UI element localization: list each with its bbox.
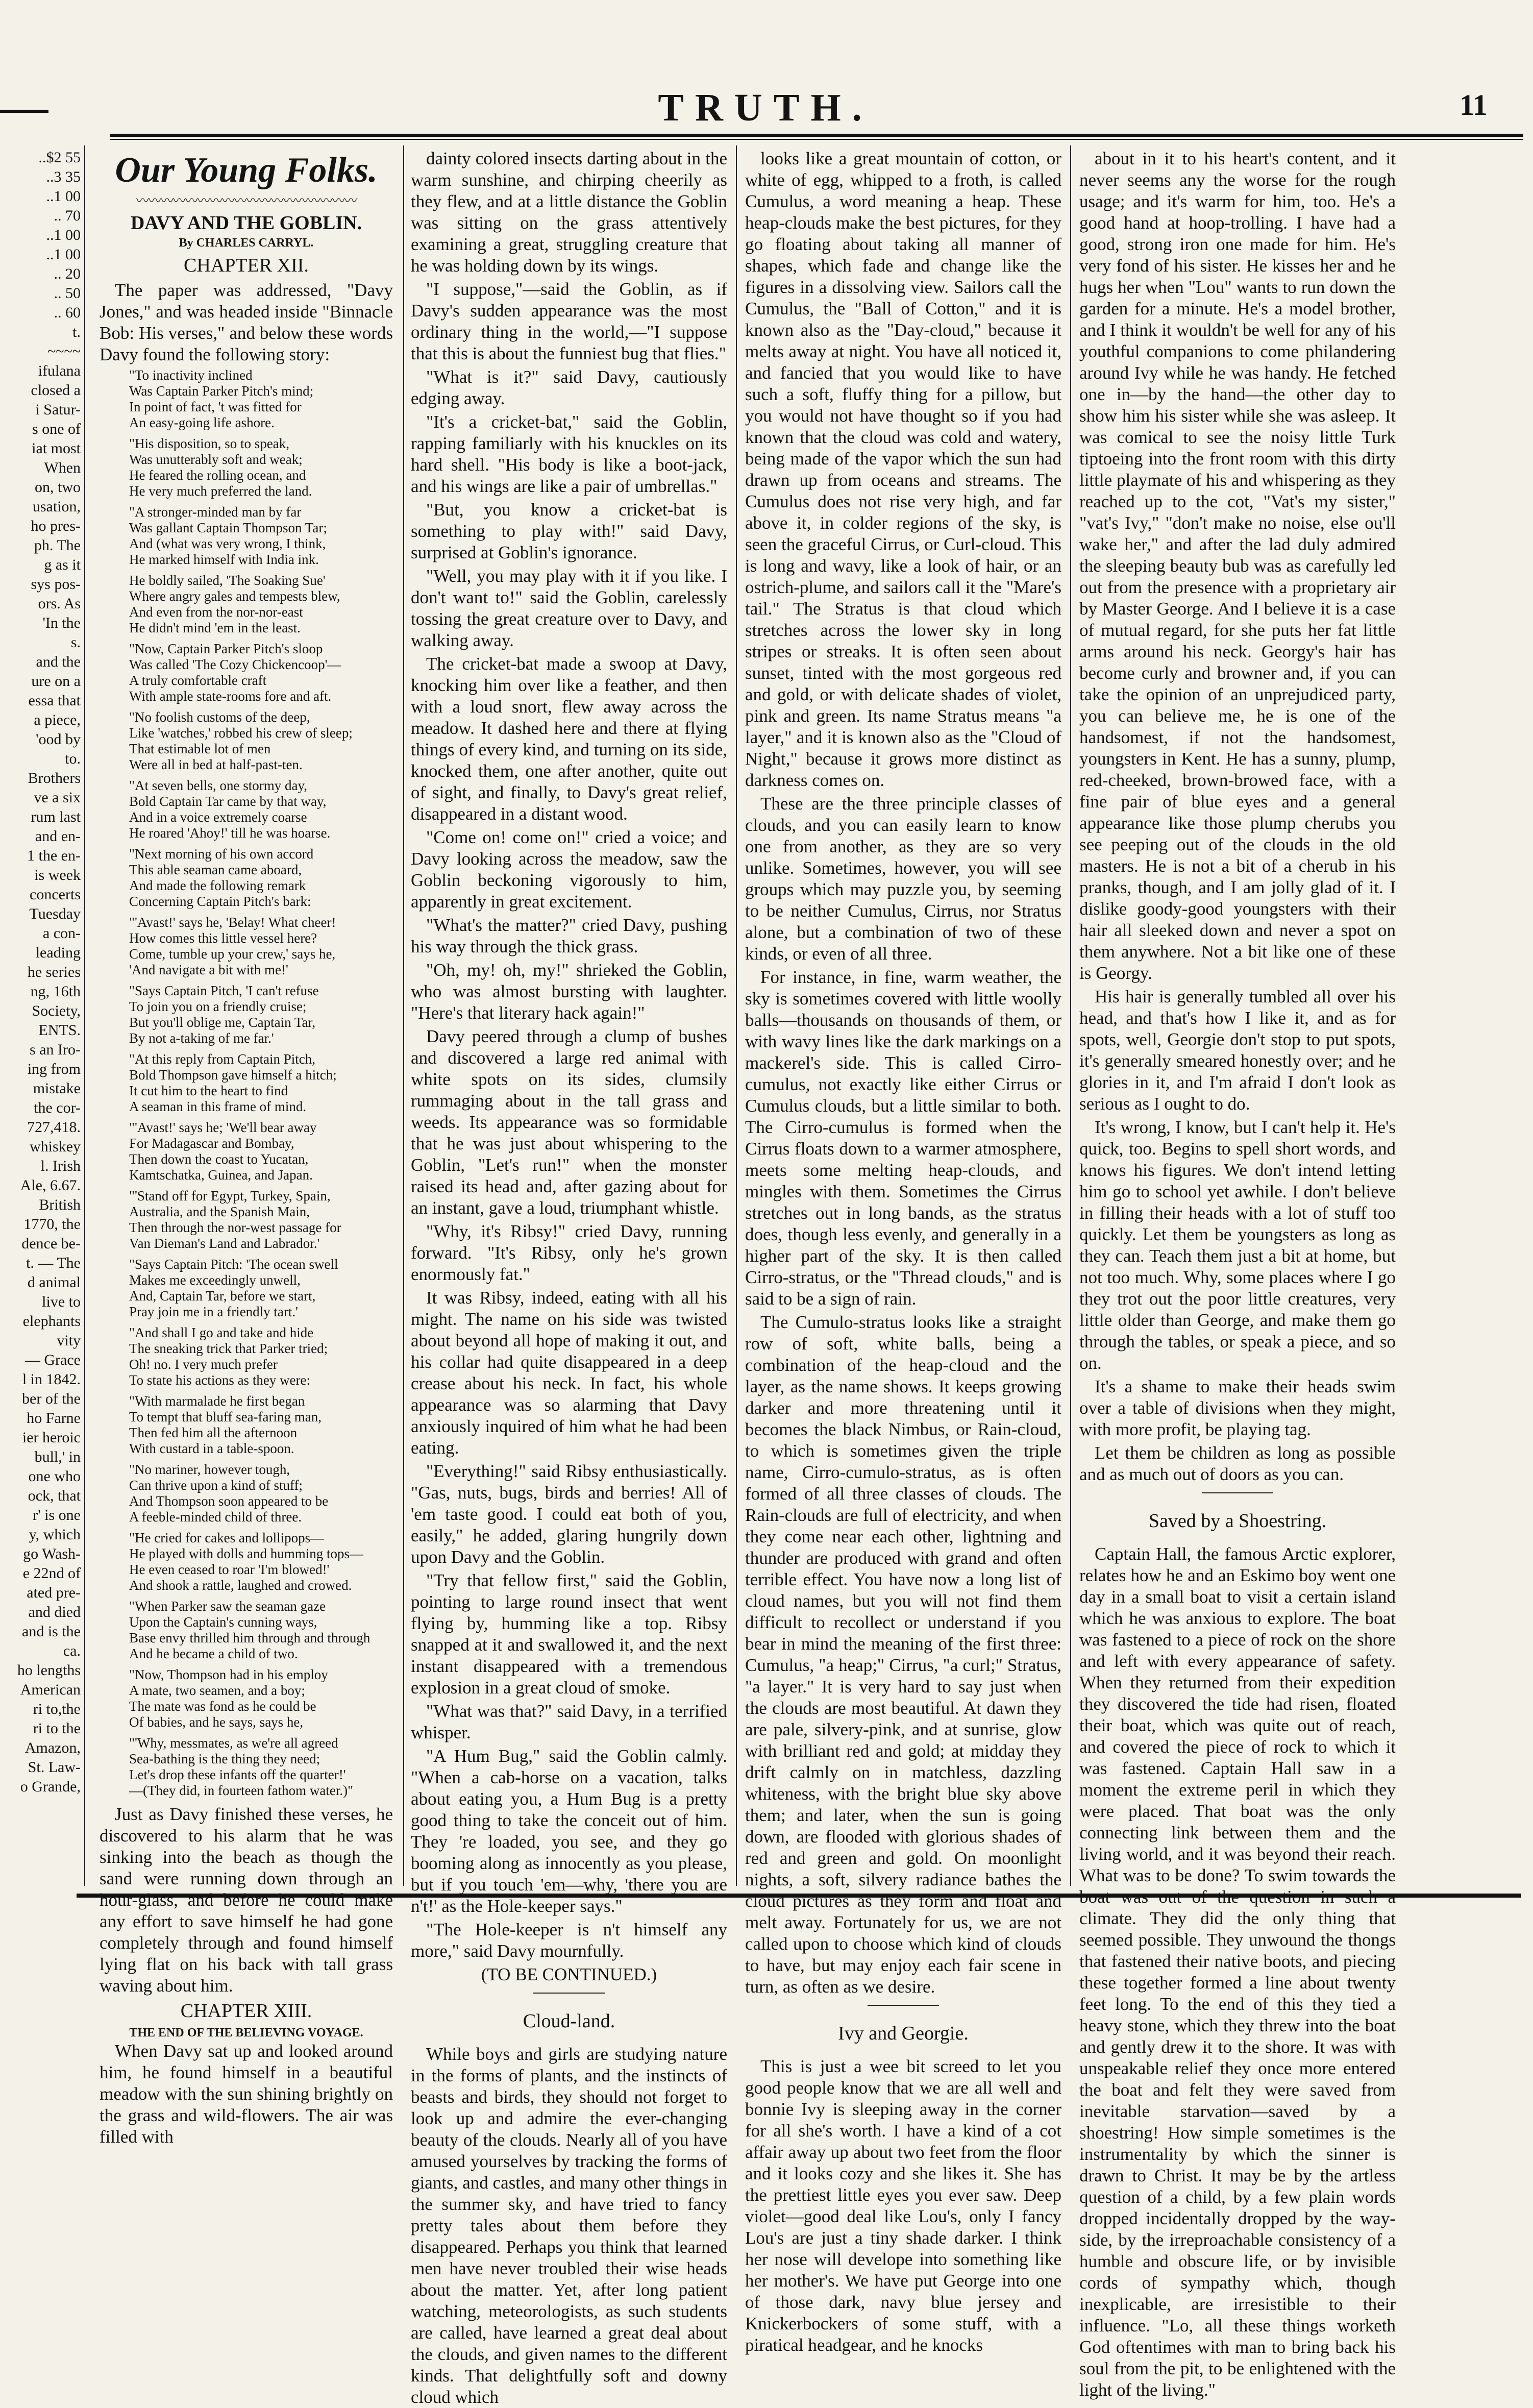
fragment-line: ure on a [31,673,81,690]
fragment-line: British [39,1196,81,1213]
fragment-line: to. [65,750,81,767]
to-be-continued: (TO BE CONTINUED.) [481,1964,657,1984]
verse-line: "Next morning of his own accord [129,846,314,862]
verse-line: In point of fact, 't was fitted for [129,399,302,414]
fragment-line: ing from [27,1061,81,1077]
verse-line: He feared the rolling ocean, and [129,468,306,483]
fragment-line: l in 1842. [22,1371,81,1388]
verse-line: Then fed him all the afternoon [129,1425,298,1440]
verse-line: "Says Captain Pitch: 'The ocean swell [129,1257,338,1272]
fragment-line: ho pres- [31,518,81,534]
verse-line: "To inactivity inclined [129,367,253,383]
fragment-line: s an Iro- [30,1041,81,1058]
paragraph: looks like a great mountain of cotton, or white of egg, whipped to a froth, is called Cumulus, a word meaning a heap. These heap-clouds make the best pictures, for they go floating about taking all manner of shapes, which fade and change like the figures in a dissolving view. Sailors call the Cumulus, the "Ball of Cotton," and it is known also as the "Day-cloud," because it melts away at night. You have all noticed it, and fancied that you would like to have such a soft, fluffy thing for a pillow, but you would not have thought so if you had known that the cloud was cold and watery, being made of the vapor which the sun had drawn up from oceans and streams. The Cumulus does not rise very high, and far above it, in colder regions of the sky, is seen the graceful Cirrus, or Curl-cloud. This is long and wavy, like a look of hair, or an ostrich-plume, and sailors call it the "Mare's tail." The Stratus is that cloud which stretches across the lower sky in long stripes or streaks. It is often seen about sunset, tinted with the most gorgeous red and gold, or with delicate shades of violet, pink and green. Its name Stratus means "a layer," and it is known also as the "Cloud of Night," because it grows more distinct as darkness comes on. [745,149,1061,790]
fragment-line: ..1 00 [46,227,81,243]
verse-line: Bold Thompson gave himself a hitch; [129,1067,337,1083]
fragment-line: .. 20 [54,265,81,282]
fragment-line: 727,418. [27,1119,81,1136]
cloudland-continuation [745,148,1061,1998]
fragment-line: ..1 00 [46,246,81,263]
verse-line: The mate was fond as he could be [129,1699,316,1714]
fragment-line: the cor- [34,1099,81,1116]
verse-line: "A stronger-minded man by far [129,504,302,520]
verse-stanza [129,1257,393,1320]
footer-rule [77,1894,1521,1898]
verse-line: This able seaman came aboard, [129,862,302,877]
fragment-line: ENTS. [38,1022,81,1039]
article-title-shoestring: Saved by a Shoestring. [1148,1510,1327,1532]
verse-stanza [129,846,393,910]
verse-line: Pray join me in a friendly tart.' [129,1304,299,1319]
verse-line: "'Why, messmates, as we're all agreed [129,1735,338,1751]
story-continuation [411,148,727,1962]
paragraph: "Why, it's Ribsy!" cried Davy, running forward. "It's Ribsy, only he's grown enormously fat." [411,1221,727,1284]
fragment-line: d animal [27,1274,81,1291]
fragment-line: 1 the en- [27,847,81,864]
verse-stanza [129,573,393,636]
verse-line: He marked himself with India ink. [129,552,319,567]
paragraph: This is just a wee bit screed to let you good people know that we are all well and bonnie Ivy is sleeping away in the corner for all she's worth. I have a kind of a cot affair away up about two feet from the floor and it looks cozy and she likes it. She has the prettiest little eyes you ever saw. Deep violet—good deal like Lou's, only I fancy Lou's are just a tiny shade darker. I think her nose will develope into something like her mother's. We have put George into one of those dark, navy blue jersey and Knickerbockers of some stuff, with a piratical headgear, and he knocks [745,2056,1061,2355]
paragraph: "Everything!" said Ribsy enthusiastically. "Gas, nuts, bugs, birds and berries! All of 'em taste good. I could eat both of you, easily," he added, glaring hungrily down upon Davy and the Goblin. [411,1461,727,1567]
fragment-line: mistake [33,1080,81,1097]
verse-line: It cut him to the heart to find [129,1083,288,1098]
fragment-line: ve a six [34,789,81,806]
fragment-line: o Grande, [20,1778,81,1795]
article-body-cloudland [411,2044,727,2408]
verse-stanza [129,1667,393,1730]
verse-line: A seaman in this frame of mind. [129,1099,307,1114]
verse-line: Then down the coast to Yucatan, [129,1151,309,1167]
fragment-line: elephants [22,1313,81,1330]
verse-line: With custard in a table-spoon. [129,1441,294,1456]
verse-line: Van Dieman's Land and Labrador.' [129,1236,320,1251]
fragment-line: ber of the [22,1390,81,1407]
fragment-line: essa that [28,692,81,709]
verse-line: That estimable lot of men [129,741,271,756]
paragraph: "The Hole-keeper is n't himself any more," said Davy mournfully. [411,1920,727,1961]
fragment-line: g as it [44,556,81,573]
fragment-line: usation, [32,498,81,515]
verse-line: Let's drop these infants off the quarter!' [129,1767,346,1782]
verse-line: Like 'watches,' robbed his crew of sleep; [129,725,353,741]
verse-stanza [129,1735,393,1799]
fragment-line: ph. The [34,537,81,554]
fragment-line: .. 70 [54,207,81,224]
article-title-ivy: Ivy and Georgie. [838,2023,969,2044]
verse-line: With ample state-rooms fore and aft. [129,689,332,704]
paragraph: "Well, you may play with it if you like. I don't want to!" said the Goblin, carelessly tossing the great creature over to Davy, and walking away. [411,566,727,650]
verse-stanza [129,1462,393,1525]
paragraph: "What was that?" said Davy, in a terrified whisper. [411,1701,727,1742]
verse-stanza [129,983,393,1046]
fragment-line: ri to,the [33,1701,81,1717]
fragment-line: ..$2 55 [38,149,81,166]
paragraph: "I suppose,"—said the Goblin, as if Davy's sudden appearance was the most ordinary thing in the world,—"I suppose that this is about the funniest bug that flies." [411,279,727,363]
column-rule-3 [1070,145,1071,1886]
fragment-line: vity [57,1332,81,1349]
paragraph: "Try that fellow first," said the Goblin, pointing to large round insect that went flying by, humming like a top. Ribsy snapped at it and swallowed it, and the next instant disappeared with a tremendous explosion in a great cloud of smoke. [411,1570,727,1698]
top-left-rule [0,110,48,113]
column-1 [100,148,393,2147]
fragment-line: on, two [35,479,81,496]
paragraph: "What's the matter?" cried Davy, pushing his way through the thick grass. [411,915,727,956]
fragment-line: Society, [32,1002,81,1019]
fragment-line: ors. As [38,595,81,612]
fragment-line: whiskey [30,1138,81,1155]
verse-stanza [129,915,393,978]
chapter-subtitle: THE END OF THE BELIEVING VOYAGE. [129,2026,363,2040]
verse-line: Can thrive upon a kind of stuff; [129,1478,303,1493]
verse-line: "No foolish customs of the deep, [129,709,310,725]
fragment-line: a piece, [34,711,81,728]
fragment-line: y, which [29,1526,81,1543]
column-rule-2 [736,145,737,1886]
verse-line: And in a voice extremely coarse [129,809,307,825]
verse-line: —(They did, in fourteen fathom water.)" [129,1783,354,1798]
paragraph: "Oh, my! oh, my!" shrieked the Goblin, who was almost bursting with laughter. "Here's that literary hack again!" [411,960,727,1023]
paragraph: dainty colored insects darting about in the warm sunshine, and chirping cheerily as they flew, and at a little distance the Goblin was sitting on the grass attentively examining a great, struggling creature that he was holding down by its wings. [411,149,727,276]
chapter-heading: CHAPTER XIII. [180,2000,312,2022]
fragment-line: ca. [63,1642,81,1659]
verse-line: "No mariner, however tough, [129,1462,290,1477]
fragment-line: ier heroic [22,1429,81,1446]
verse-line: Was Captain Parker Pitch's mind; [129,383,314,399]
verse-stanza [129,1120,393,1183]
fragment-line: St. Law- [28,1759,81,1776]
column-3 [745,148,1061,2355]
story-paragraph: When Davy sat up and looked around him, he found himself in a beautiful meadow with the sun shining brightly on the grass and wild-flowers. The air was filled with [100,2041,393,2147]
ornamental-rule: 〰〰〰〰〰〰〰〰〰〰〰〰〰〰〰〰〰〰 [136,193,357,208]
fragment-line: ho lengths [17,1662,81,1679]
verse-line: Sea-bathing is the thing they need; [129,1751,320,1766]
divider [533,1993,605,1994]
fragment-line: e 22nd of [22,1565,81,1582]
article-title-cloudland: Cloud-land. [523,2010,615,2032]
verse-line: "And shall I go and take and hide [129,1325,314,1340]
divider [868,2005,939,2006]
verse-line: He boldly sailed, 'The Soaking Sue' [129,573,326,588]
fragment-line: go Wash- [23,1545,81,1562]
verse-line: "At seven bells, one stormy day, [129,778,307,793]
verse-line: To tempt that bluff sea-faring man, [129,1409,322,1424]
verse-line: He played with dolls and humming tops— [129,1546,363,1561]
fragment-line: ho Farne [27,1410,81,1427]
verse-line: And shook a rattle, laughed and crowed. [129,1578,352,1593]
paragraph: It's wrong, I know, but I can't help it. He's quick, too. Begins to spell short words, and knows his figures. We don't intend letting him go to school yet awhile. I don't believe in filling their heads with a lot of stuff too quickly. Let them be youngsters as long as they can. Teach them just a bit at home, but not too much. Why, some places where I go they trot out the poor little creatures, very little older than George, and make them go through the tables, or speak a piece, and so on. [1079,1117,1396,1373]
paragraph: "What is it?" said Davy, cautiously edging away. [411,367,727,408]
fragment-line: bull,' in [34,1448,81,1465]
paragraph: Let them be children as long as possible and as much out of doors as you can. [1079,1443,1396,1484]
verse-line: "'Avast!' says he, 'Belay! What cheer! [129,915,336,930]
verse-stanza [129,367,393,431]
verse-line: And, Captain Tar, before we start, [129,1288,316,1304]
verse-line: Then through the nor-west passage for [129,1220,341,1235]
verse-line: Bold Captain Tar came by that way, [129,794,327,809]
fragment-line: closed a [31,382,81,399]
department-title: Our Young Folks. [115,151,378,190]
verse-stanza [129,436,393,499]
verse-line: An easy-going life ashore. [129,415,275,430]
verse-line: Where angry gales and tempests blew, [129,588,340,604]
verse-line: Was unutterably soft and weak; [129,452,303,467]
fragment-line: ..3 35 [46,168,81,185]
fragment-line: t. [72,324,81,340]
fragment-line: and died [28,1604,81,1620]
verse-line: Oh! no. I very much prefer [129,1357,278,1372]
verse-line: By not a-taking of me far.' [129,1030,274,1046]
story-paragraph: Just as Davy finished these verses, he discovered to his alarm that he was sinking into the beach as though the sand were running down through an hour-glass, and before he could make any effort to save himself he had gone completely through and found himself lying flat on his back with tall grass waving about him. [100,1804,393,1996]
column-2 [411,148,727,2407]
paragraph: "But, you know a cricket-bat is something to play with!" said Davy, surprised at Goblin's ignorance. [411,500,727,562]
fragment-line: sys pos- [31,576,81,593]
paragraph: It's a shame to make their heads swim over a table of divisions when they might, with more profit, be playing tag. [1079,1377,1396,1439]
verse-stanza [129,1051,393,1115]
verse-line: Australia, and the Spanish Main, [129,1204,310,1219]
fragment-line: ated pre- [27,1584,81,1601]
fragment-line: 'In the [42,615,81,631]
fragment-line: he series [27,964,81,980]
column-4 [1079,148,1396,2400]
fragment-line: and en- [35,828,81,845]
verse-stanza [129,778,393,841]
fragment-line: and is the [22,1623,81,1640]
fragment-line: a con- [42,925,81,942]
verse-line: He didn't mind 'em in the least. [129,620,301,635]
fragment-line: live to [42,1293,81,1310]
paragraph: "A Hum Bug," said the Goblin calmly. "When a cab-horse on a vacation, talks about eating you, a Hum Bug is a pretty good thing to take the conceit out of him. They 're loaded, you see, and they go booming along as innocently as you please, but if you touch 'em—why, 'there you are n't!' as the Hole-keeper says." [411,1746,727,1916]
verse-line: And (what was very wrong, I think, [129,536,326,551]
verse-line: And made the following remark [129,878,306,893]
verse-stanza [129,641,393,704]
verse-line: Makes me exceedingly unwell, [129,1272,301,1288]
fragment-line: t. — The [26,1255,81,1271]
fragment-line: is week [34,867,81,883]
ivy-continuation [1079,148,1396,1485]
verse-line: "Now, Captain Parker Pitch's sloop [129,641,323,656]
verse-line: And Thompson soon appeared to be [129,1493,329,1509]
story-author: By CHARLES CARRYL. [179,236,314,250]
fragment-line: Brothers [28,770,81,787]
divider [1202,1492,1273,1493]
verse-line: Was called 'The Cozy Chickencoop'— [129,657,341,672]
verse-stanza [129,709,393,773]
verse-line: 'And navigate a bit with me!' [129,962,288,977]
page-number: 11 [1460,88,1488,121]
verse-line: A truly comfortable craft [129,673,267,688]
paragraph: "Come on! come on!" cried a voice; and Davy looking across the meadow, saw the Goblin beckoning vigorously to him, apparently in great excitement. [411,827,727,912]
story-title: DAVY AND THE GOBLIN. [130,212,362,234]
paragraph: For instance, in fine, warm weather, the sky is sometimes covered with little woolly balls—thousands on thousands of them, or with wavy lines like the dark markings on a mackerel's side. This is called Cirro-cumulus, not exactly like either Cirrus or Cumulus clouds, but a little similar to both. The Cirro-cumulus is formed when the Cirrus floats down to a warmer atmosphere, meets some melting heap-clouds, and mingles with them. Sometimes the Cirrus stretches out in long bands, as the stratus does, though less evenly, and generally in a higher part of the sky. It is then called Cirro-stratus, or the "Thread clouds," and is said to be a sign of rain. [745,967,1061,1309]
verse-stanza [129,1393,393,1457]
fragment-line: Tuesday [29,905,81,922]
header-rule-thin [110,139,1523,140]
verse-line: But you'll oblige me, Captain Tar, [129,1015,316,1030]
fragment-line: ..1 00 [46,188,81,205]
left-column-fragments [4,148,81,1797]
paragraph: These are the three principle classes of clouds, and you can easily learn to know one from another, as they are so very unlike. Sometimes, however, you will see groups which may puzzle you, by seeming to be neither Cumulus, Cirrus, nor Stratus alone, but a combination of two of these kinds, or even of all three. [745,794,1061,964]
verse-line: Kamtschatka, Guinea, and Japan. [129,1167,313,1183]
paragraph: Captain Hall, the famous Arctic explorer, relates how he and an Eskimo boy went one day in a small boat to visit a certain island which he was anxious to explore. The boat was fastened to a piece of rock on the shore and left with every appearance of safety. When they returned from their expedition they discovered the tide had risen, floated their boat, which was quite out of reach, and covered the piece of rock to which it was fastened. Captain Hall saw in a moment the extreme peril in which they were placed. That boat was the only connecting link between them and the living world, and it was beyond their reach. What was to be done? To swim towards the boat was out of the question in such a climate. They did the only thing that seemed possible. They unwound the thongs that fastened their native boots, and piecing these together formed a line about twenty feet long. To the end of this they tied a heavy stone, which they threw into the boat and gently drew it to the shore. It was with unspeakable relief they once more entered the boat and felt they were saved from inevitable starvation—saved by a shoestring! How simple sometimes is the instrumentality by which the sinner is drawn to Christ. It may be by the artless question of a child, by a few plain words dropped incidentally dropped by the way-side, by the irreproachable consistency of a humble and obscure life, or by invisible cords of sympathy which, though inexplicable, are irresistible to their influence. "Lo, all these things worketh God oftentimes with man to bring back his soul from the pit, to be enlightened with the light of the living." [1079,1544,1396,2400]
paragraph: His hair is generally tumbled all over his head, and that's how I like it, and as for spots, well, Georgie don't stop to put spots, it's generally smeared honestly over; and he glories in it, and I'm afraid I don't look as serious as I ought to do. [1079,987,1396,1114]
fragment-line: 'ood by [36,731,81,748]
paragraph: The cricket-bat made a swoop at Davy, knocking him over like a feather, and then with a loud snort, flew away across the meadow. It dashed here and there at flying things of every kind, and turning on its side, knocked them, one after another, quite out of sight, and finally, to Davy's great relief, disappeared in a distant wood. [411,654,727,824]
verse-stanza [129,1188,393,1251]
verse-line: Concerning Captain Pitch's bark: [129,894,311,909]
verse-line: "Now, Thompson had in his employ [129,1667,328,1682]
verse-line: Was gallant Captain Thompson Tar; [129,520,327,535]
verse-line: "He cried for cakes and lollipops— [129,1530,325,1545]
verse-line: "Says Captain Pitch, 'I can't refuse [129,983,319,998]
verse-line: "At this reply from Captain Pitch, [129,1051,315,1067]
paragraph: Davy peered through a clump of bushes and discovered a large red animal with white spots on its sides, clumsily rummaging about in the tall grass and weeds. Its appearance was so formidable that he was just about whispering to the Goblin, "Let's run!" when the monster raised its head and, after gazing about for an instant, gave a loud, triumphant whistle. [411,1026,727,1218]
fragment-line: r' is one [33,1507,81,1524]
fragment-line: leading [35,944,81,961]
chapter-heading: CHAPTER XII. [184,255,309,276]
verse-stanza [129,1530,393,1593]
verse-line: "'Avast!' says he; 'We'll bear away [129,1120,317,1135]
fragment-line: .. 60 [54,304,81,321]
paragraph: It was Ribsy, indeed, eating with all his might. The name on his side was twisted about beyond all hope of making it out, and his collar had quite disappeared in a deep crease about his neck. In fact, his whole appearance was so alarming that Davy anxiously inquired of him what he had been eating. [411,1288,727,1458]
story-paragraph: The paper was addressed, "Davy Jones," and was headed inside "Binnacle Bob: His verses," and below these words Davy found the following story: [100,280,393,364]
verse-line: To state his actions as they were: [129,1372,311,1388]
verse-line: Base envy thrilled him through and through [129,1630,370,1645]
verse-line: He roared 'Ahoy!' till he was hoarse. [129,825,331,841]
fragment-line: 1770, the [23,1216,81,1233]
fragment-line: s one of [32,421,81,437]
paragraph: The Cumulo-stratus looks like a straight row of soft, white balls, being a combination of the heap-cloud and the layer, as the name shows. It keeps growing darker and more threatening until it becomes the black Nimbus, or Rain-cloud, to which is sometimes given the triple name, Cirro-cumulo-stratus, as is often formed of all three classes of clouds. The Rain-clouds are full of electricity, and when they come near each other, lightning and thunder are produced with grand and often terrible effect. You have now a long list of cloud names, but you will not find them difficult to recollect or understand if you bear in mind the meaning of the first three: Cumulus, "a heap;" Cirrus, "a curl;" Stratus, "a layer." It is very hard to say just when the clouds are most beautiful. At dawn they are pale, silvery-pink, and at sunrise, glow with brilliant red and gold; at midday they drift calmly on in matchless, dazzling whiteness, with the bright blue sky above them; and later, when the sun is going down, are flooded with glorious shades of red and green and gold. On moonlight nights, a soft, silvery radiance bathes the cloud pictures as they form and float and melt away. Fortunately for us, we are not called upon to choose which kind of clouds to have, but may enjoy each fair scene in turn, as often as we desire. [745,1312,1061,1997]
fragment-line: — Grace [24,1352,81,1368]
fragment-line: i Satur- [35,401,81,418]
verse-line: A feeble-minded child of three. [129,1509,302,1525]
verse-line: "When Parker saw the seaman gaze [129,1599,326,1614]
verse-line: Come, tumble up your crew,' says he, [129,946,336,962]
verse-line: A mate, two seamen, and a boy; [129,1683,305,1698]
verse-line: And he became a child of two. [129,1646,298,1661]
verse-line: "With marmalade he first began [129,1393,305,1409]
fragment-line: and the [36,653,81,670]
verse-line: To join you on a friendly cruise; [129,999,307,1014]
fragment-line: iat most [32,440,81,457]
verse-stanza [129,1599,393,1662]
fragment-line: ock, that [28,1487,81,1504]
article-body-shoestring [1079,1543,1396,2401]
fragment-line: American [20,1681,81,1698]
fragment-line: When [44,459,81,476]
paragraph: "It's a cricket-bat," said the Goblin, rapping familiarly with his knuckles on its hard shell. "His body is like a boot-jack, and his wings are like a pair of umbrellas." [411,412,727,496]
verse-line: Of babies, and he says, says he, [129,1714,304,1730]
fragment-line: ~~~~ [47,343,81,360]
column-rule-0 [84,145,85,1886]
verse-line: For Madagascar and Bombay, [129,1136,294,1151]
verse-line: How comes this little vessel here? [129,930,317,946]
paragraph: While boys and girls are studying nature in the forms of plants, and the instincts of beasts and birds, they should not forget to look up and admire the ever-changing beauty of the clouds. Nearly all of you have amused yourselves by tracking the forms of giants, and castles, and many other things in the summer sky, and have tried to fancy pretty tales about them before they disappeared. Perhaps you think that learned men have never troubled their wise heads about the matter. Yet, after long patient watching, meteorologists, as such students are called, have learned a great deal about the clouds, and given names to the different kinds. That delightfully soft and downy cloud which [411,2044,727,2407]
verse-line: The sneaking trick that Parker tried; [129,1341,328,1356]
header-rule [110,134,1523,137]
verse-line: Were all in bed at half-past-ten. [129,757,303,772]
verse-stanza [129,504,393,568]
fragment-line: Ale, 6.67. [20,1177,81,1194]
fragment-line: s. [70,634,81,651]
fragment-line: rum last [31,808,81,825]
fragment-line: .. 50 [54,285,81,302]
verse-line: He very much preferred the land. [129,483,312,499]
fragment-line: ri to the [33,1720,81,1737]
column-rule-1 [403,145,404,1886]
verse-line: Upon the Captain's cunning ways, [129,1614,317,1630]
fragment-line: concerts [30,886,81,903]
article-body-ivy [745,2056,1061,2356]
verse-stanza [129,1325,393,1388]
fragment-line: ifulana [38,362,81,379]
verse-block [100,367,393,1799]
verse-line: "'Stand off for Egypt, Turkey, Spain, [129,1188,331,1203]
fragment-line: ng, 16th [30,983,81,1000]
fragment-line: dence be- [21,1235,81,1252]
fragment-line: Amazon, [24,1739,81,1756]
masthead-title: TRUTH. [658,86,873,129]
paragraph: about in it to his heart's content, and it never seems any the worse for the rough usage; and it's warm for him, too. He's a good hand at hoop-trolling. I have had a good, strong iron one made for him. He's very fond of his sister. He kisses her and he hugs her when "Lou" wants to run down the garden for a minute. He's a model brother, and I think it wouldn't be well for any of his youthful companions to come philandering around Ivy while he was handy. He fetched one in—by the hand—the other day to show him his sister while she was asleep. It was comical to see the noisy little Turk tiptoeing into the front room with this dirty little playmate of his and whispering as they reached up to the cot, "Vat's my sister," "vat's Ivy," "don't make no noise, else ou'll wake her," and after the lad duly admired the sleeping beauty bub was as carefully led out from the presence with a proprietary air by Master George. And I believe it is a case of mutual regard, for she puts her fat little arms around his neck. Georgy's hair has become curly and browner and, if you can take the opinion of an unprejudiced party, you can believe me, he is one of the handsomest, if not the handsomest, youngsters in Kent. He has a sunny, plump, red-cheeked, brown-browed face, with a fine pair of blue eyes and a general appearance like those plump cherubs you see peeping out of the clouds in the old masters. He is not a bit of a cherub in his pranks, though, and I am jolly glad of it. I dislike goody-good youngsters with their hair all sleeked down and never a spot on them anywhere. Not a bit like one of these is Georgy. [1079,149,1396,983]
fragment-line: one who [28,1468,81,1485]
verse-line: He even ceased to roar 'I'm blowed!' [129,1562,330,1577]
verse-line: And even from the nor-nor-east [129,604,303,620]
verse-line: "His disposition, so to speak, [129,436,290,451]
fragment-line: l. Irish [40,1158,81,1174]
